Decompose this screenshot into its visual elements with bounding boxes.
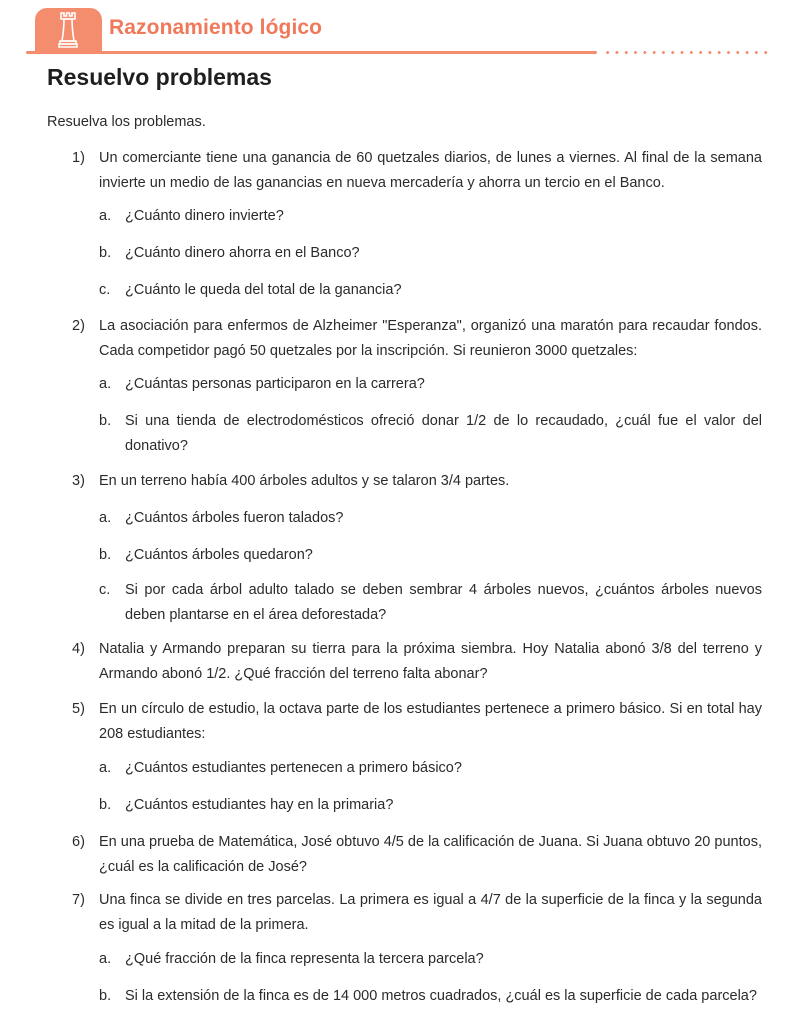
problem-number: 6): [72, 834, 85, 850]
subquestion-text: ¿Cuánto le queda del total de la ganancia?: [125, 282, 402, 298]
problem-item: [72, 830, 762, 880]
subquestion-item: [99, 793, 762, 818]
subquestion-item: [99, 204, 762, 229]
subquestion-letter: a.: [99, 376, 112, 392]
section-tab: [35, 8, 102, 52]
problem-item: [72, 888, 762, 938]
problem-text: En una prueba de Matemática, José obtuvo 4/5 de la calificación de Juana. Si Juana obtuvo 20 puntos, ¿cuál es la calificación de José?: [99, 834, 762, 875]
subquestion-letter: c.: [99, 282, 111, 298]
problem-text: En un círculo de estudio, la octava parte de los estudiantes pertenece a primero básico. Si en total hay 208 estudiantes:: [99, 701, 762, 742]
section-title: Razonamiento lógico: [109, 16, 323, 39]
problem-number: 2): [72, 318, 85, 334]
subquestion-item: [99, 241, 762, 266]
subquestion-item: [99, 756, 762, 781]
problem-item: [72, 469, 762, 494]
problem-number: 7): [72, 892, 85, 908]
subquestion-letter: a.: [99, 951, 112, 967]
problem-number: 4): [72, 641, 85, 657]
problem-number: 1): [72, 150, 85, 166]
problem-text: En un terreno había 400 árboles adultos y se talaron 3/4 partes.: [99, 473, 510, 489]
subquestion-text: Si una tienda de electrodomésticos ofreció donar 1/2 de lo recaudado, ¿cuál fue el valor del donativo?: [125, 413, 762, 454]
section-header: [0, 0, 787, 60]
subquestion-letter: a.: [99, 510, 112, 526]
subquestion-text: ¿Cuánto dinero ahorra en el Banco?: [125, 245, 360, 261]
problem-text: Una finca se divide en tres parcelas. La primera es igual a 4/7 de la superficie de la finca y la segunda es igual a la mitad de la primera.: [99, 892, 762, 933]
subquestion-text: ¿Qué fracción de la finca representa la tercera parcela?: [125, 951, 484, 967]
subquestion-letter: b.: [99, 797, 112, 813]
subquestion-letter: b.: [99, 547, 112, 563]
page-title: Resuelvo problemas: [47, 64, 272, 90]
subquestion-letter: b.: [99, 245, 112, 261]
problem-item: [72, 314, 762, 364]
problem-item: [72, 697, 762, 747]
subquestion-letter: b.: [99, 988, 112, 1004]
problem-item: [72, 146, 762, 196]
problem-item: [72, 637, 762, 687]
subquestion-text: ¿Cuántos estudiantes pertenecen a primero básico?: [125, 760, 462, 776]
subquestion-item: [99, 278, 762, 303]
header-rule: [26, 51, 597, 54]
problem-text: Un comerciante tiene una ganancia de 60 quetzales diarios, de lunes a viernes. Al final de la semana invierte un medio de las ganancias en nueva mercadería y ahorra un tercio en el Banco.: [99, 150, 762, 191]
problem-number: 3): [72, 473, 85, 489]
subquestion-item: [99, 506, 762, 531]
subquestion-text: ¿Cuántos árboles quedaron?: [125, 547, 313, 563]
problem-text: Natalia y Armando preparan su tierra para la próxima siembra. Hoy Natalia abonó 3/8 del terreno y Armando abonó 1/2. ¿Qué fracción del terreno falta abonar?: [99, 641, 762, 682]
subquestion-letter: c.: [99, 582, 111, 598]
subquestion-text: Si por cada árbol adulto talado se deben sembrar 4 árboles nuevos, ¿cuántos árboles nuevos deben plantarse en el área deforestada?: [125, 582, 762, 623]
chess-rook-icon: [57, 11, 79, 49]
subquestion-item: [99, 947, 762, 972]
subquestion-letter: a.: [99, 208, 112, 224]
subquestion-text: ¿Cuántos estudiantes hay en la primaria?: [125, 797, 394, 813]
subquestion-letter: a.: [99, 760, 112, 776]
subquestion-item: [99, 409, 762, 459]
subquestion-text: ¿Cuánto dinero invierte?: [125, 208, 284, 224]
subquestion-item: [99, 372, 762, 397]
subquestion-text: Si la extensión de la finca es de 14 000 metros cuadrados, ¿cuál es la superficie de cada parcela?: [125, 988, 757, 1004]
subquestion-item: [99, 578, 762, 628]
subquestion-text: ¿Cuántos árboles fueron talados?: [125, 510, 344, 526]
subquestion-text: ¿Cuántas personas participaron en la carrera?: [125, 376, 425, 392]
header-dotted-rule: [603, 51, 773, 54]
problem-text: La asociación para enfermos de Alzheimer "Esperanza", organizó una maratón para recaudar fondos. Cada competidor pagó 50 quetzales por la inscripción. Si reunieron 3000 quetzales:: [99, 318, 762, 359]
instructions: Resuelva los problemas.: [47, 114, 206, 130]
subquestion-item: [99, 984, 762, 1009]
problem-number: 5): [72, 701, 85, 717]
subquestion-item: [99, 543, 762, 568]
subquestion-letter: b.: [99, 413, 112, 429]
